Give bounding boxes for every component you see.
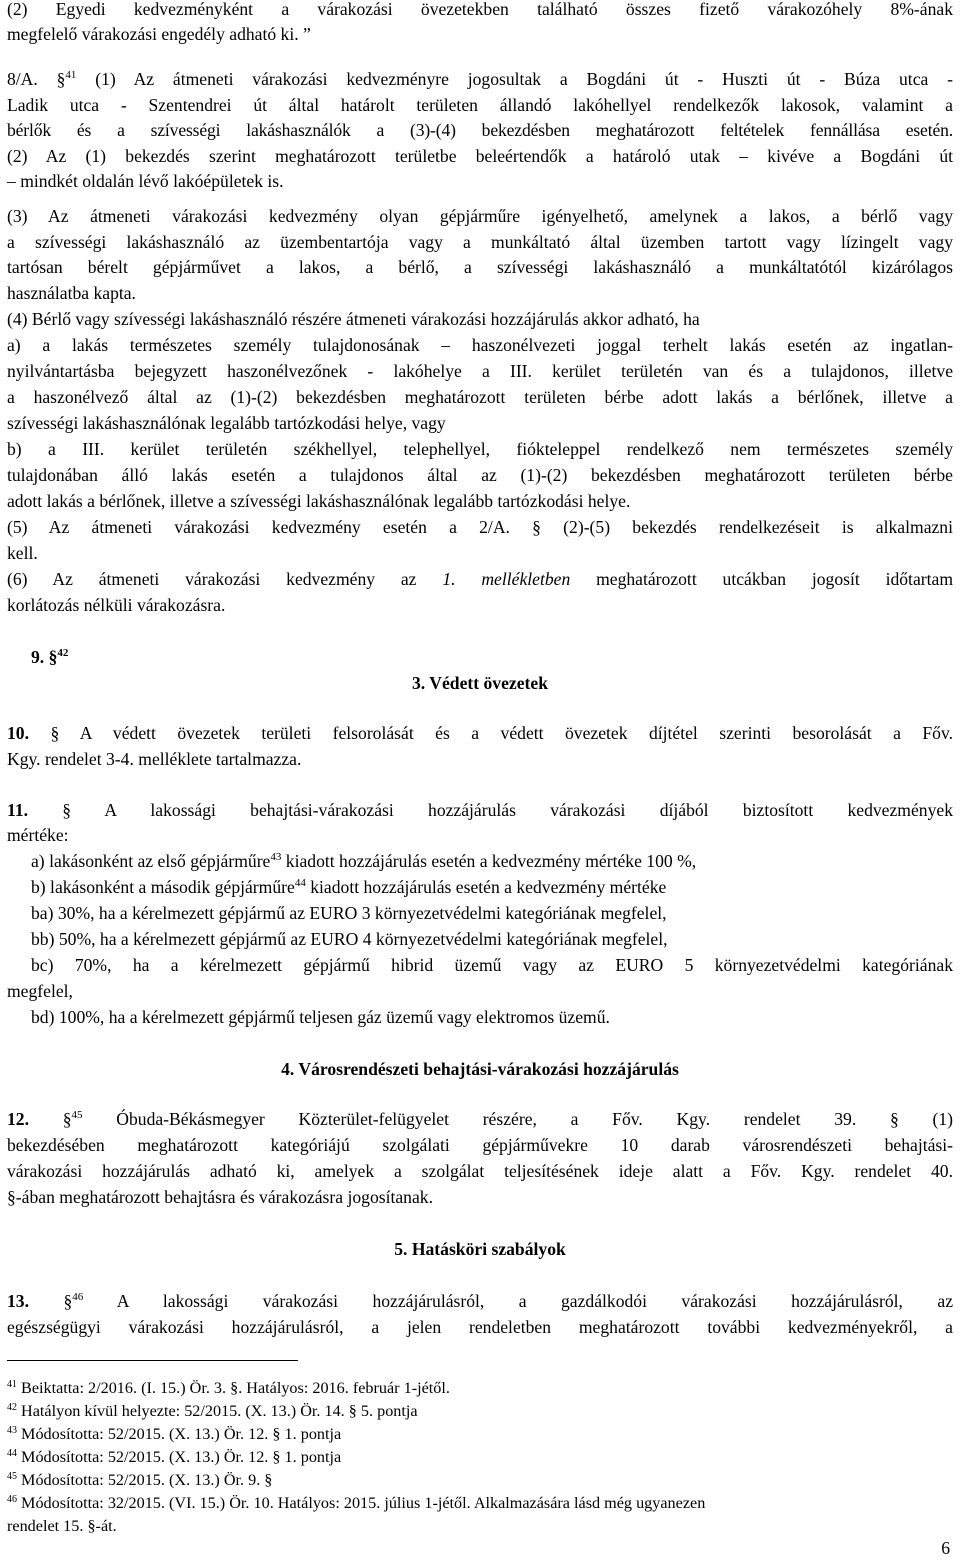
text-line: bérlők és a szívességi lakáshasználók a (3)-(4) bekezdésben meghatározott feltételek fennállása esetén. [7, 120, 953, 140]
footnote-number: 42 [7, 1402, 17, 1413]
list-item: b) lakásonként a második gépjárműre$^{44}$ kiadott hozzájárulás esetén a kedvezmény mértéke [31, 877, 667, 897]
text-line: nyilvántartásba bejegyzett haszonélvezőnek - lakóhelye a III. kerület területén van és a tulajdonos, illetve [7, 361, 953, 381]
text-line: bekezdésében meghatározott kategóriájú szolgálati gépjárművekre 10 darab városrendészeti behajtási- [7, 1135, 953, 1155]
annex-reference: 1. mellékletben [442, 569, 571, 589]
section-9-heading: 9. §$^{42}$ [31, 647, 69, 667]
footnote-number: 41 [7, 1379, 17, 1390]
footnote-ref[interactable]: 41 [65, 69, 77, 81]
text-line: §-ában meghatározott behajtásra és várakozásra jogosítanak. [7, 1187, 433, 1207]
list-item: ba) 30%, ha a kérelmezett gépjármű az EURO 3 környezetvédelmi kategóriának megfelel, [31, 903, 667, 923]
text-line: (4) Bérlő vagy szívességi lakáshasználó részére átmeneti várakozási hozzájárulás akkor adható, ha [7, 309, 700, 329]
text-line: megfelel, [7, 981, 73, 1001]
text-line: szívességi lakáshasználónak legalább tartózkodási helye, vagy [7, 413, 446, 433]
footnote: $^{45}$ Módosította: 52/2015. (X. 13.) Ör. 9. § [7, 1471, 273, 1489]
text-line: Kgy. rendelet 3-4. melléklete tartalmazza. [7, 749, 302, 769]
section-number: 11. [7, 800, 63, 820]
text-line: – mindkét oldalán lévő lakóépületek is. [7, 171, 284, 191]
footnote-ref[interactable]: 42 [57, 647, 69, 659]
text-line: (6) Az átmeneti várakozási kedvezmény az 1. mellékletben meghatározott utcákban jogosít időtartam [7, 569, 953, 589]
section-11-line: 11. § A lakossági behajtási-várakozási hozzájárulás várakozási díjából biztosított kedvezmények [7, 800, 953, 820]
text-line: korlátozás nélküli várakozásra. [7, 595, 226, 615]
footnote: $^{41}$ Beiktatta: 2/2016. (I. 15.) Ör. 3. §. Hatályos: 2016. február 1-jétől. [7, 1379, 450, 1397]
section-number: 8/A. [7, 69, 57, 89]
page-number: 6 [941, 1538, 950, 1558]
footnote: $^{43}$ Módosította: 52/2015. (X. 13.) Ör. 12. § 1. pontja [7, 1425, 342, 1443]
text-line: megfelelő várakozási engedély adható ki. ” [7, 24, 311, 44]
text-line: tulajdonában álló lakás esetén a tulajdonos által az (1)-(2) bekezdésben meghatározott területen bérbe [7, 465, 953, 485]
chapter-heading-3: 3. Védett övezetek [412, 673, 548, 693]
list-item: a) lakásonként az első gépjárműre$^{43}$ kiadott hozzájárulás esetén a kedvezmény mértéke 100 %, [31, 851, 697, 871]
footnote-separator [7, 1360, 298, 1361]
text-line: (3) Az átmeneti várakozási kedvezmény olyan gépjárműre igényelhető, amelynek a lakos, a bérlő vagy [7, 206, 953, 226]
footnote-ref[interactable]: 44 [294, 877, 306, 889]
section-8a-heading-line: 8/A. §$^{41}$ (1) Az átmeneti várakozási kedvezményre jogosultak a Bogdáni út - Huszti út - Búza utca - [7, 69, 953, 89]
footnote-ref[interactable]: 43 [270, 851, 282, 863]
section-number: 10. [7, 723, 51, 743]
list-item: bc) 70%, ha a kérelmezett gépjármű hibrid üzemű vagy az EURO 5 környezetvédelmi kategóriának [31, 955, 953, 975]
text-line: kell. [7, 543, 38, 563]
section-10-line: 10. § A védett övezetek területi felsorolását és a védett övezetek díjtétel szerinti besorolását a Főv. [7, 723, 953, 743]
chapter-heading-5: 5. Hatásköri szabályok [394, 1239, 566, 1259]
section-13-line: 13. §$^{46}$ A lakossági várakozási hozzájárulásról, a gazdálkodói várakozási hozzájárulásról, az [7, 1291, 953, 1311]
footnote: $^{46}$ Módosította: 32/2015. (VI. 15.) Ör. 10. Hatályos: 2015. július 1-jétől. Alkalmazására lásd még ugyanezen [7, 1494, 706, 1512]
footnote-ref[interactable]: 45 [71, 1109, 83, 1121]
footnote-number: 44 [7, 1448, 17, 1459]
text-line: (5) Az átmeneti várakozási kedvezmény esetén a 2/A. § (2)-(5) bekezdés rendelkezéseit is alkalmazni [7, 517, 953, 537]
section-number: 12. [7, 1109, 63, 1129]
text-line: Ladik utca - Szentendrei út által határolt területen állandó lakóhellyel rendelkezők lakosok, valamint a [7, 95, 953, 115]
footnote-number: 45 [7, 1471, 17, 1482]
text-line: tartósan bérelt gépjárművet a lakos, a bérlő, a szívességi lakáshasználó a munkáltatótól kizárólagos [7, 257, 953, 277]
list-item: bd) 100%, ha a kérelmezett gépjármű teljesen gáz üzemű vagy elektromos üzemű. [31, 1007, 610, 1027]
paragraph-sign: § [56, 69, 66, 89]
text-line: a haszonélvező által az (1)-(2) bekezdésben meghatározott területen bérbe adott lakás a bérlőnek, illetve a [7, 387, 953, 407]
paragraph-sign: § [50, 723, 60, 743]
footnote: $^{44}$ Módosította: 52/2015. (X. 13.) Ör. 12. § 1. pontja [7, 1448, 342, 1466]
text-line: a) a lakás természetes személy tulajdonosának – haszonélvezeti joggal terhelt lakás esetén az ingatlan- [7, 335, 953, 355]
footnote: $^{42}$ Hatályon kívül helyezte: 52/2015. (X. 13.) Ör. 14. § 5. pontja [7, 1402, 418, 1420]
text-line: b) a III. kerület területén székhellyel, telephellyel, fiókteleppel rendelkező nem természetes személy [7, 439, 953, 459]
chapter-heading-4: 4. Városrendészeti behajtási-várakozási hozzájárulás [281, 1059, 679, 1079]
text-line: (2) Egyedi kedvezményként a várakozási övezetekben található összes fizető várakozóhely 8%-ának [7, 0, 953, 19]
paragraph-sign: § [62, 800, 72, 820]
text-line: egészségügyi várakozási hozzájárulásról, a jelen rendeletben meghatározott további kedvezményekről, a [7, 1317, 953, 1337]
paragraph-sign: § [48, 647, 58, 667]
text-line: várakozási hozzájárulás adható ki, amelyek a szolgálat teljesítésének ideje alatt a Főv. Kgy. rendelet 40. [7, 1161, 953, 1181]
footnote-ref[interactable]: 46 [72, 1291, 84, 1303]
footnote-number: 43 [7, 1425, 17, 1436]
footnote-number: 46 [7, 1494, 17, 1505]
list-item: bb) 50%, ha a kérelmezett gépjármű az EURO 4 környezetvédelmi kategóriának megfelel, [31, 929, 668, 949]
text-line: mértéke: [7, 825, 69, 845]
footnote-continuation: rendelet 15. §-át. [7, 1517, 117, 1535]
section-number: 13. [7, 1291, 64, 1311]
paragraph-sign: § [63, 1291, 73, 1311]
text-line: használatba kapta. [7, 283, 136, 303]
section-12-line: 12. §$^{45}$ Óbuda-Békásmegyer Közterület-felügyelet részére, a Főv. Kgy. rendelet 39. § (1) [7, 1109, 954, 1129]
text-line: a szívességi lakáshasználó az üzembentartója vagy a munkáltató által üzemben tartott vagy lízingelt vagy [7, 232, 953, 252]
text-line: (2) Az (1) bekezdés szerint meghatározott területbe beleértendők a határoló utak – kivéve a Bogdáni út [7, 146, 953, 166]
text-line: adott lakás a bérlőnek, illetve a szívességi lakáshasználónak legalább tartózkodási helye. [7, 491, 631, 511]
paragraph-sign: § [62, 1109, 72, 1129]
